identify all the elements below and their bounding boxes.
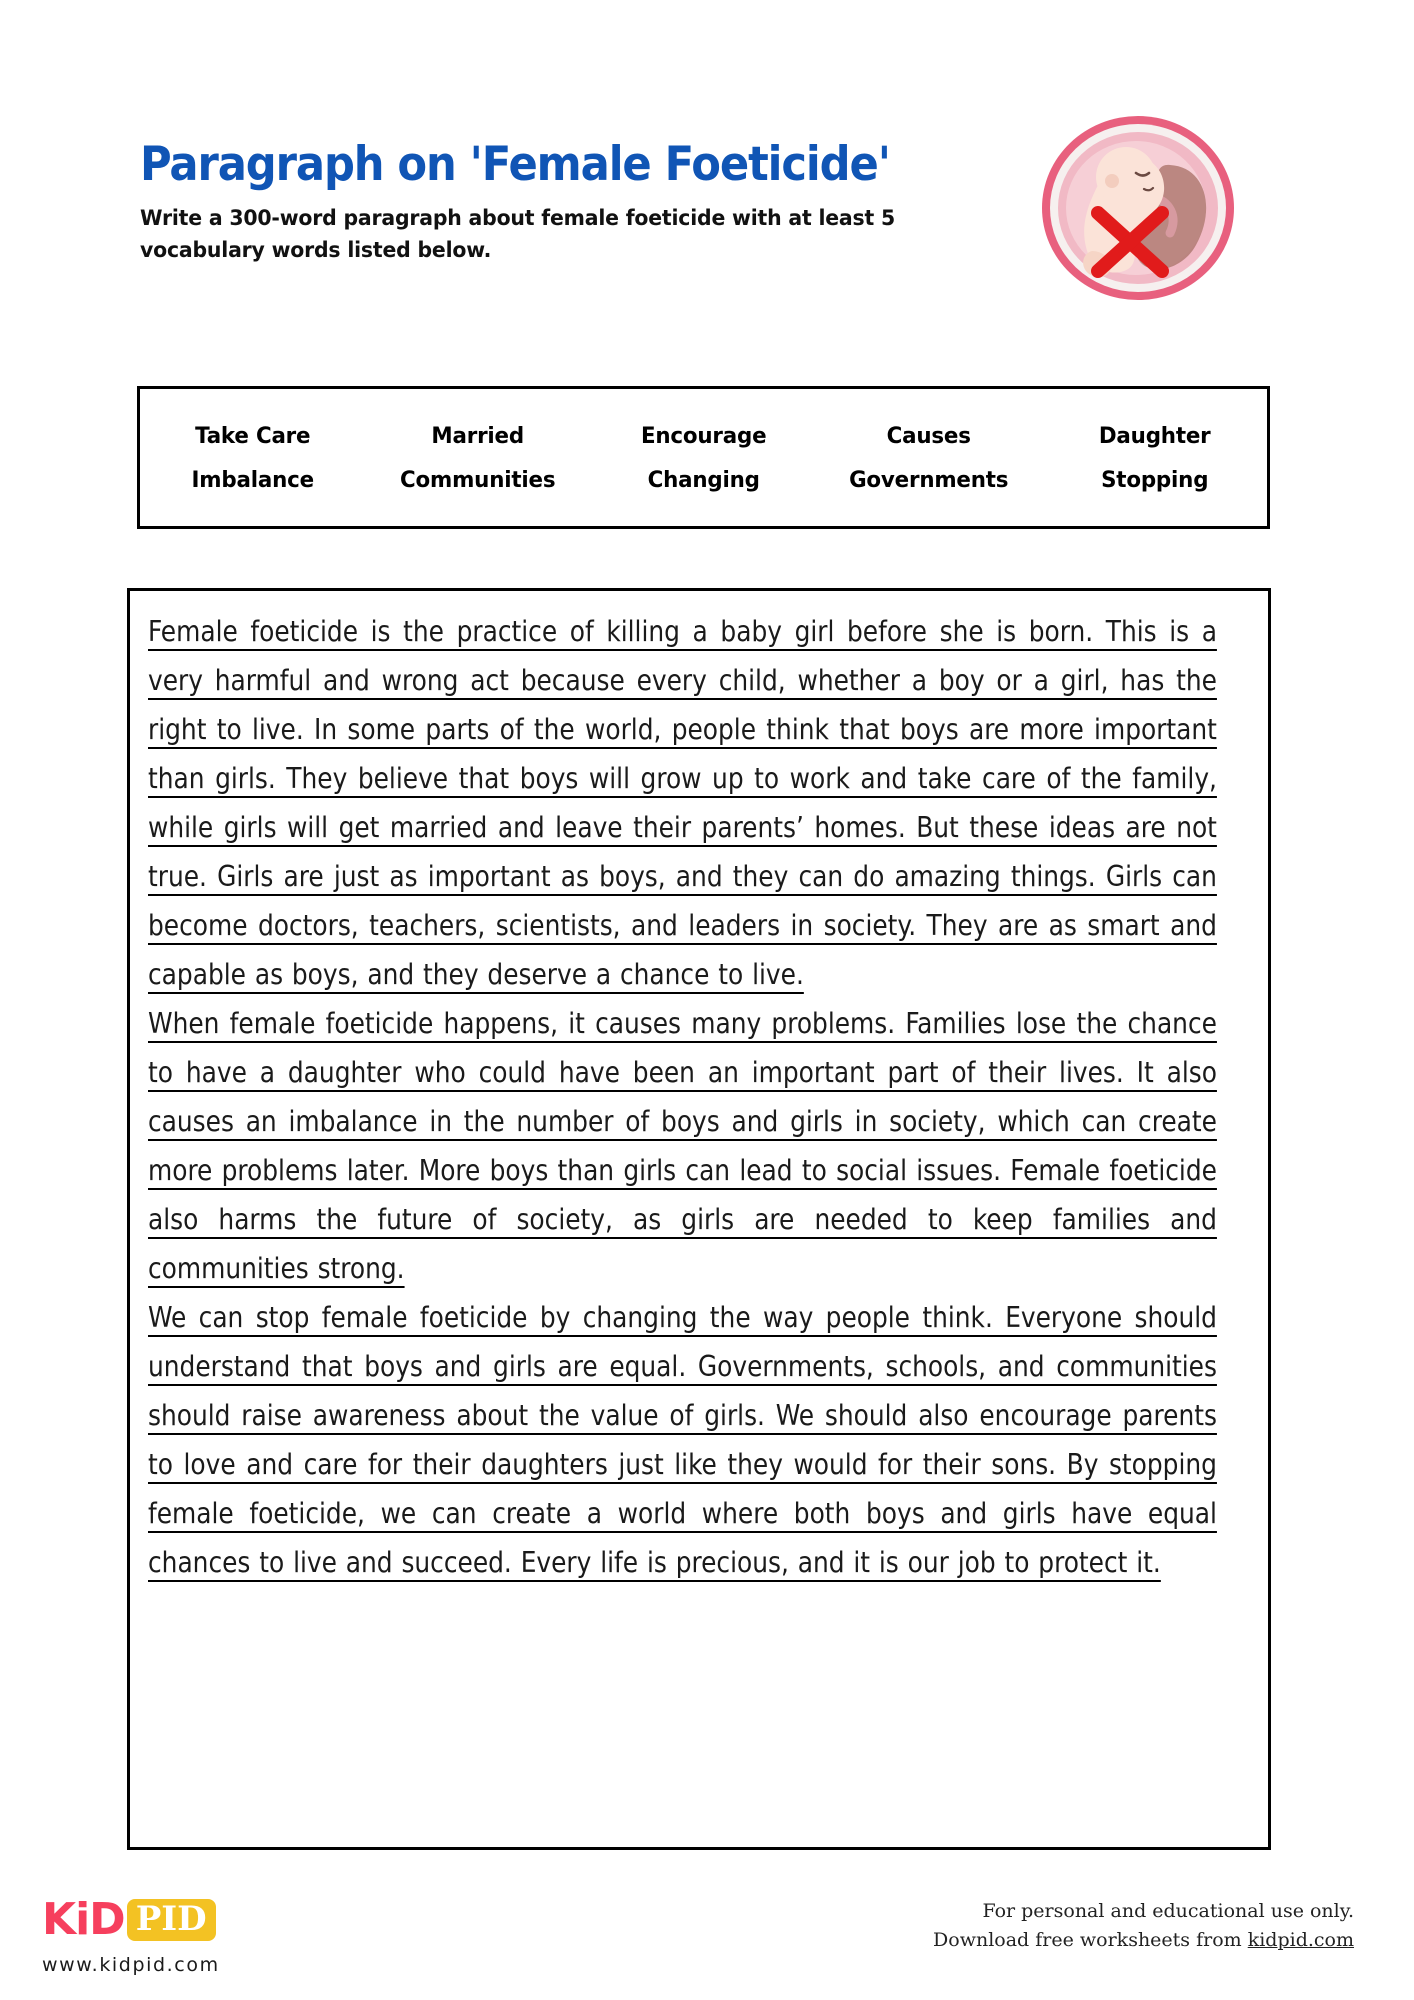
vocabulary-word: Governments bbox=[849, 466, 1009, 493]
header bbox=[140, 137, 1040, 266]
kidpid-link[interactable]: kidpid.com bbox=[1247, 1929, 1354, 1952]
vocabulary-row bbox=[140, 458, 1267, 502]
vocabulary-word: Daughter bbox=[1098, 422, 1211, 449]
instructions-text: Write a 300-word paragraph about female foeticide with at least 5 vocabulary words listed below. bbox=[140, 206, 896, 263]
vocabulary-word: Stopping bbox=[1100, 466, 1208, 493]
answer-writing-box[interactable] bbox=[127, 588, 1271, 1850]
vocabulary-box bbox=[137, 386, 1270, 529]
usage-note: For personal and educational use only. bbox=[982, 1900, 1354, 1922]
vocabulary-row bbox=[140, 414, 1267, 458]
vocabulary-word: Causes bbox=[886, 422, 971, 449]
vocabulary-word: Encourage bbox=[640, 422, 767, 449]
page-title: Paragraph on 'Female Foeticide' bbox=[140, 137, 890, 192]
vocabulary-word: Married bbox=[431, 422, 525, 449]
vocabulary-word: Take Care bbox=[195, 422, 311, 449]
foetus-with-red-cross-icon bbox=[1020, 105, 1250, 315]
download-note-prefix: Download free worksheets from bbox=[933, 1929, 1248, 1952]
logo-pid-text: PID bbox=[135, 1899, 207, 1939]
vocabulary-word: Imbalance bbox=[191, 466, 314, 493]
kidpid-logo bbox=[42, 1893, 302, 1976]
answer-paragraph: Female foeticide is the practice of killing a baby girl before she is born. This is a very harmful and wrong act because every child, whether a boy or a girl, has the right to live. In some parts of the world, people think that boys are more important than girls. They believe that boys will grow up to work and take care of the family, while girls will get married and leave their parents’ homes. But these ideas are not true. Girls are just as important as boys, and they can do amazing things. Girls can become doctors, teachers, scientists, and leaders in society. They are as smart and capable as boys, and they deserve a chance to live. bbox=[148, 615, 1217, 991]
website-url: www.kidpid.com bbox=[42, 1954, 220, 1976]
footer-note bbox=[933, 1897, 1354, 1956]
answer-paragraph: We can stop female foeticide by changing the way people think. Everyone should understand that boys and girls are equal. Governments, schools, and communities should raise awareness about the value of girls. We should also encourage parents to love and care for their daughters just like they would for their sons. By stopping female foeticide, we can create a world where both boys and girls have equal chances to live and succeed. Every life is precious, and it is our job to protect it. bbox=[148, 1301, 1217, 1579]
logo-kid-text: KiD bbox=[42, 1894, 125, 1945]
download-note bbox=[933, 1926, 1354, 1955]
logo-pid-badge bbox=[127, 1899, 216, 1941]
vocabulary-word: Changing bbox=[647, 466, 760, 493]
vocabulary-word: Communities bbox=[400, 466, 556, 493]
answer-paragraph: When female foeticide happens, it causes many problems. Families lose the chance to have a daughter who could have been an important part of their lives. It also causes an imbalance in the number of boys and girls in society, which can create more problems later. More boys than girls can lead to social issues. Female foeticide also harms the future of society, as girls are needed to keep families and communities strong. bbox=[148, 1007, 1217, 1285]
logo-mark bbox=[42, 1893, 302, 1947]
